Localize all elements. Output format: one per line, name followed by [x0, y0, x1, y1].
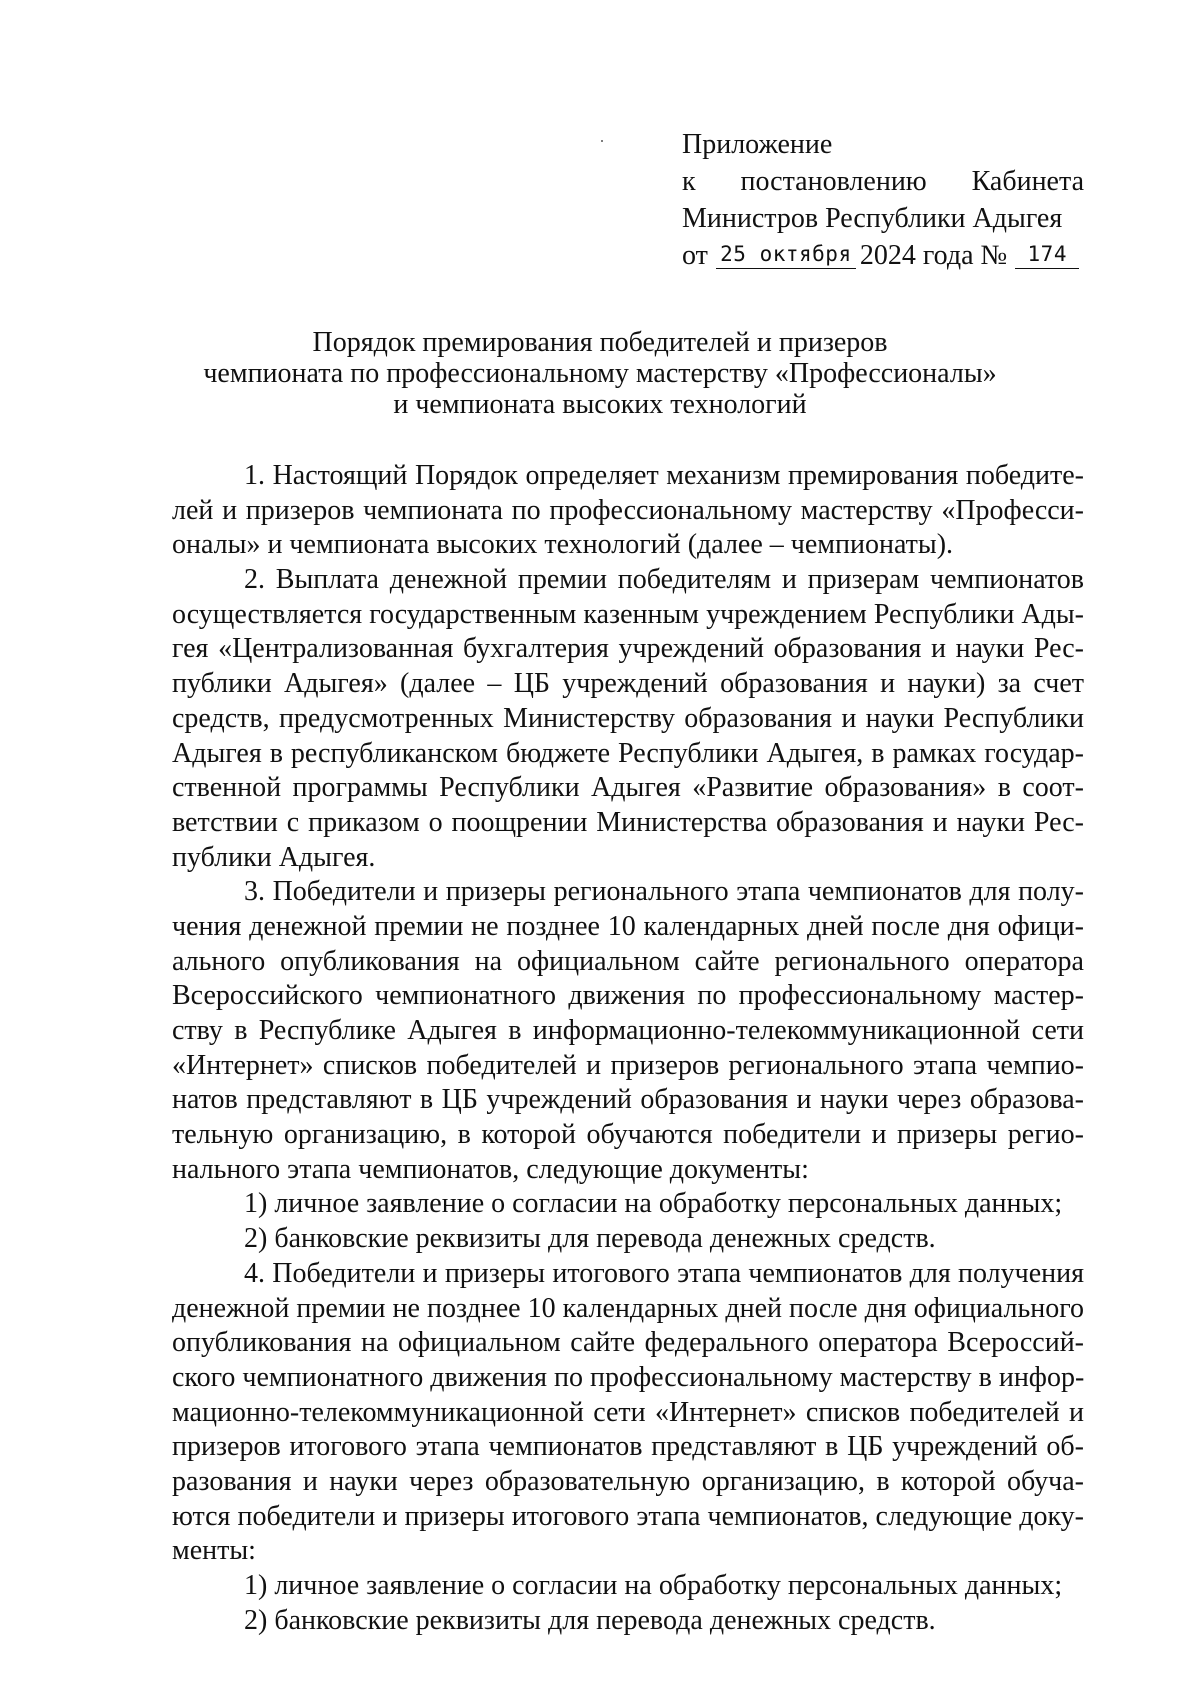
- body-line: 2) банковские реквизиты для перевода денежных средств.: [244, 1223, 936, 1255]
- body-line: 4. Победители и призеры итогового этапа чемпионатов для получения: [244, 1257, 1084, 1289]
- date-field: 25 октября: [716, 240, 856, 269]
- body-line: 1) личное заявление о согласии на обработку персональных данных;: [244, 1570, 1063, 1601]
- body-line: «Интернет» списков победителей и призеров регионального этапа чемпио-: [172, 1049, 1084, 1081]
- body-line: 2. Выплата денежной премии победителям и призерам чемпионатов: [244, 564, 1084, 596]
- body-line: разования и науки через образовательную организацию, в которой обуча-: [172, 1465, 1084, 1497]
- appendix-word-k: к: [682, 166, 696, 197]
- body-line: 1) личное заявление о согласии на обработку персональных данных;: [244, 1188, 1063, 1220]
- title-line-2: чемпионата по профессиональному мастерству «Профессионалы»: [203, 358, 997, 389]
- body-line: лей и призеров чемпионата по профессиональному мастерству «Професси-: [172, 494, 1084, 526]
- body-line: гея «Централизованная бухгалтерия учреждений образования и науки Рес-: [172, 633, 1084, 665]
- appendix-word-resolution: постановлению: [740, 166, 927, 197]
- number-field: 174: [1015, 240, 1079, 269]
- appendix-ministers-line: Министров Республики Адыгея: [682, 203, 1063, 234]
- body-line: менты:: [172, 1535, 256, 1567]
- body-line: натов представляют в ЦБ учреждений образования и науки через образова-: [172, 1084, 1084, 1116]
- body-line: средств, предусмотренных Министерству образования и науки Республики: [172, 702, 1084, 734]
- document-body: [172, 459, 1084, 1638]
- body-line: публики Адыгея» (далее – ЦБ учреждений образования и науки) за счет: [172, 668, 1084, 700]
- body-line: ственной программы Республики Адыгея «Развитие образования» в соот-: [172, 772, 1084, 804]
- body-line: ского чемпионатного движения по профессиональному мастерству в инфор-: [172, 1361, 1085, 1393]
- appendix-header: [682, 126, 1084, 274]
- scan-speck: [601, 140, 603, 142]
- body-line: ются победители и призеры итогового этапа чемпионатов, следующие доку-: [172, 1500, 1084, 1532]
- body-line: денежной премии не позднее 10 календарных дней после дня официального: [172, 1292, 1084, 1324]
- title-line-3: и чемпионата высоких технологий: [393, 389, 807, 420]
- body-line: публики Адыгея.: [172, 841, 376, 873]
- body-line: тельную организацию, в которой обучаются победители и призеры регио-: [172, 1119, 1084, 1151]
- title-line-1: Порядок премирования победителей и призеров: [312, 327, 888, 358]
- from-label: от: [682, 240, 708, 271]
- appendix-reference-line: [682, 163, 1084, 200]
- body-line: оналы» и чемпионата высоких технологий (далее – чемпионаты).: [172, 529, 954, 561]
- body-line: ству в Республике Адыгея в информационно-телекоммуникационной сети: [172, 1015, 1084, 1046]
- document-title: [120, 327, 1080, 420]
- body-line: 2) банковские реквизиты для перевода денежных средств.: [244, 1604, 936, 1636]
- appendix-date-line: [682, 237, 1084, 274]
- body-line: 3. Победители и призеры регионального этапа чемпионатов для полу-: [244, 876, 1084, 908]
- body-line: нального этапа чемпионатов, следующие документы:: [172, 1153, 809, 1185]
- body-line: чения денежной премии не позднее 10 календарных дней после дня офици-: [172, 910, 1084, 942]
- body-line: ветствии с приказом о поощрении Министерства образования и науки Рес-: [172, 806, 1084, 838]
- year-label: 2024 года №: [859, 240, 1008, 271]
- body-line: 1. Настоящий Порядок определяет механизм премирования победите-: [244, 460, 1084, 491]
- appendix-word-cabinet: Кабинета: [971, 166, 1084, 197]
- body-line: ального опубликования на официальном сайте регионального оператора: [172, 945, 1084, 977]
- body-line: Всероссийского чемпионатного движения по профессиональному мастер-: [172, 980, 1084, 1012]
- body-line: Адыгея в республиканском бюджете Республики Адыгея, в рамках государ-: [172, 737, 1084, 769]
- body-line: осуществляется государственным казенным учреждением Республики Ады-: [172, 598, 1084, 630]
- body-line: мационно-телекоммуникационной сети «Интернет» списков победителей и: [172, 1396, 1084, 1428]
- body-line: призеров итогового этапа чемпионатов представляют в ЦБ учреждений об-: [172, 1431, 1084, 1463]
- body-line: опубликования на официальном сайте федерального оператора Всероссий-: [172, 1327, 1084, 1359]
- appendix-label: Приложение: [682, 129, 833, 160]
